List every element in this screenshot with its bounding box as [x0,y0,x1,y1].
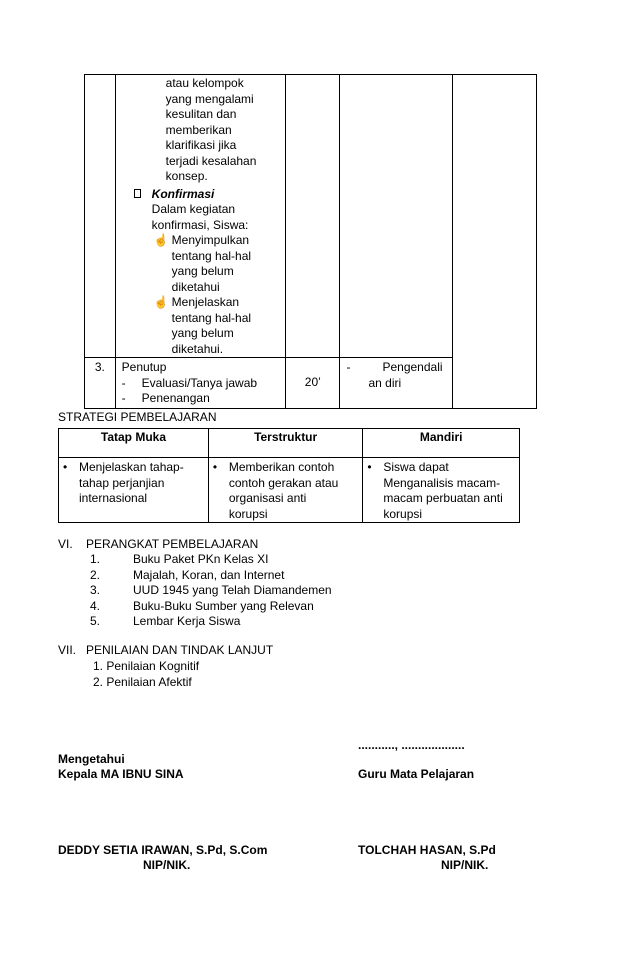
teacher-label: Guru Mata Pelajaran [358,767,475,781]
header-mandiri: Mandiri [363,429,520,458]
hand-pointer-icon: ☝ [153,233,169,247]
strategy-heading: STRATEGI PEMBELAJARAN [58,410,217,424]
cell-terstruktur: • Memberikan contoh contoh gerakan atau organisasi anti korupsi [208,458,363,523]
section7-number: VII. [58,643,77,657]
section6-number: VI. [58,537,73,551]
headmaster-nip: NIP/NIK. [143,858,191,872]
date-line: ..........., ................... [358,738,465,752]
bullet-icon: • [367,460,372,474]
teacher-name: TOLCHAH HASAN, S.Pd [358,843,496,857]
section6-title: PERANGKAT PEMBELAJARAN [86,537,259,551]
teacher-nip: NIP/NIK. [441,858,489,872]
headmaster-label: Kepala MA IBNU SINA [58,767,184,781]
section7-title: PENILAIAN DAN TINDAK LANJUT [86,643,274,657]
list-item: 1. Buku Paket PKn Kelas XI [90,552,269,566]
activity-table [84,74,537,409]
cell-number-empty [85,75,116,358]
cell-time-empty [286,75,340,358]
bullet-icon: • [212,460,218,474]
cell-mandiri: • Siswa dapat Menganalisis macam- macam perbuatan anti korupsi [363,458,520,523]
strategy-table [58,428,520,523]
sub-item: ☝ Menyimpulkan tentang hal-hal yang belum diketahui [153,233,252,294]
cell-tatap-muka: • Menjelaskan tahap- tahap perjanjian internasional [59,458,209,523]
bullet-icon: • [63,460,68,474]
konfirmasi-block: Konfirmasi Dalam kegiatan konfirmasi, Siswa: ☝ Menyimpulkan tentang hal-hal yang belum diketahui ☝ Menjelaskan tentang hal-hal yang belum diketahui. [116,187,285,358]
cell-activity [115,75,285,358]
header-terstruktur: Terstruktur [208,429,363,458]
continued-text: atau kelompok yang mengalami kesulitan dan memberikan klarifikasi jika terjadi kesalahan konsep. [165,76,257,183]
cell-note-empty [340,75,453,358]
list-item: 2. Majalah, Koran, dan Internet [90,567,285,582]
row3-number: 3. [85,358,116,409]
list-item: 4. Buku-Buku Sumber yang Relevan [90,598,314,613]
list-item: 5. Lembar Kerja Siswa [90,614,241,628]
list-item: 1. Penilaian Kognitif [93,659,200,673]
row3-activity: Penutup - Evaluasi/Tanya jawab - Penenangan [115,358,285,409]
checkbox-bullet-icon [134,189,141,198]
row3-note: - Pengendali an diri [340,358,453,409]
headmaster-name: DEDDY SETIA IRAWAN, S.Pd, S.Com [58,843,268,857]
list-item: 2. Penilaian Afektif [93,674,192,689]
konfirmasi-title: Konfirmasi [151,186,215,201]
section6-list [90,552,332,630]
header-tatap-muka: Tatap Muka [59,429,209,458]
sub-item: ☝ Menjelaskan tentang hal-hal yang belum diketahui. [153,295,252,356]
list-item: 3. UUD 1945 yang Telah Diamandemen [90,583,332,597]
section7-list [93,659,199,690]
mengetahui-label: Mengetahui [58,752,125,766]
row3-time: 20’ [286,358,340,409]
hand-pointer-icon: ☝ [153,295,169,309]
cell-extra [453,75,537,409]
